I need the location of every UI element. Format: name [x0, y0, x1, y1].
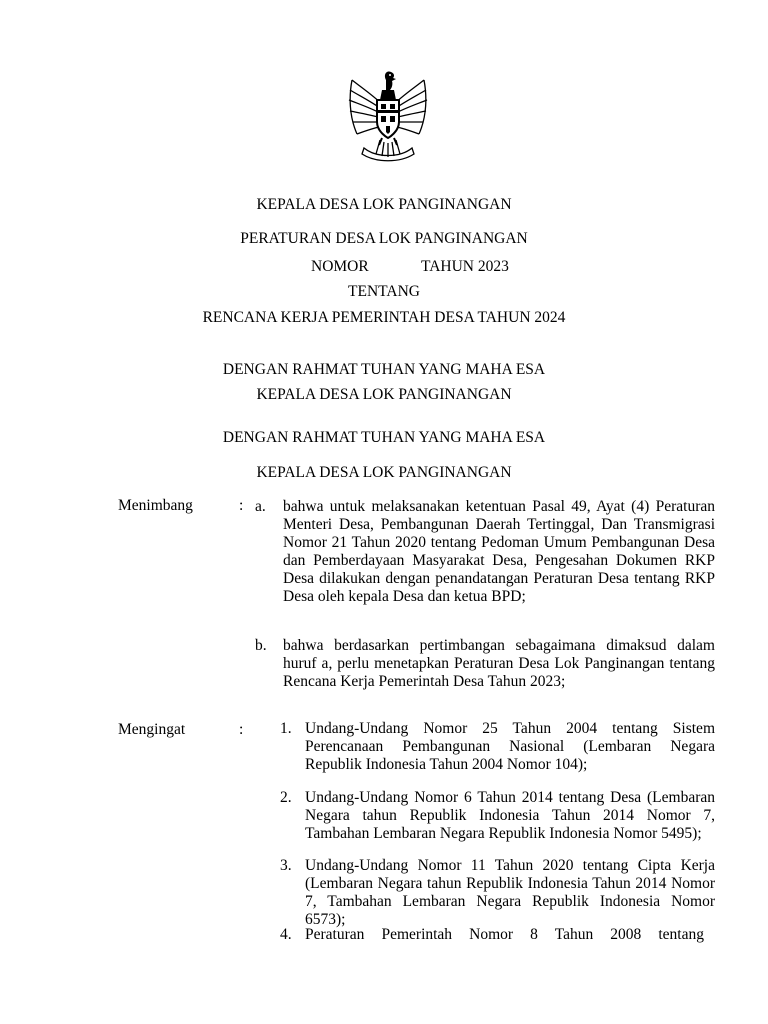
official-line-repeat: KEPALA DESA LOK PANGINANGAN [256, 464, 512, 481]
regulation-number-line [0, 257, 768, 277]
garuda-emblem-icon [346, 66, 430, 164]
menimbang-item-b: bahwa berdasarkan pertimbangan sebagaimana dimaksud dalam huruf a, perlu menetapkan Peraturan Desa Lok Panginangan tentang Rencana Kerja Pemerintah Desa Tahun 2023; [283, 637, 715, 690]
menimbang-item-a: bahwa untuk melaksanakan ketentuan Pasal 49, Ayat (4) Peraturan Menteri Desa, Pembangunan Daerah Tertinggal, Dan Transmigrasi Nomor 21 Tahun 2020 tentang Pedoman Umum Pembangunan Desa dan Pemberdayaan Masyarakat Desa, Pengesahan Dokumen RKP Desa dilakukan dengan penandatangan Peraturan Desa tentang RKP Desa oleh kepala Desa dan ketua BPD; [283, 498, 715, 605]
item-marker: 4. [280, 926, 292, 943]
item-marker: 1. [280, 720, 292, 737]
blessing-line: DENGAN RAHMAT TUHAN YANG MAHA ESA [222, 361, 546, 378]
menimbang-label: Menimbang [118, 497, 193, 514]
regulation-subject: RENCANA KERJA PEMERINTAH DESA TAHUN 2024 [202, 309, 566, 326]
mengingat-item-4: Peraturan Pemerintah Nomor 8 Tahun 2008 tentang [305, 926, 704, 943]
mengingat-item-2: Undang-Undang Nomor 6 Tahun 2014 tentang Desa (Lembaran Negara tahun Republik Indonesia Tahun 2014 Nomor 7, Tambahan Lembaran Negara Republik Indonesia Nomor 5495); [305, 789, 715, 842]
mengingat-item-3: Undang-Undang Nomor 11 Tahun 2020 tentang Cipta Kerja (Lembaran Negara tahun Republik Indonesia Tahun 2014 Nomor 7, Tambahan Lembaran Negara Republik Indonesia Nomor 6573); [305, 857, 715, 928]
mengingat-item-1: Undang-Undang Nomor 25 Tahun 2004 tentang Sistem Perencanaan Pembangunan Nasional (Lembaran Negara Republik Indonesia Tahun 2004 Nomor 104); [305, 720, 715, 773]
blessing-line-repeat: DENGAN RAHMAT TUHAN YANG MAHA ESA [222, 429, 546, 446]
tahun-label: TAHUN 2023 [421, 258, 509, 275]
regulation-title: PERATURAN DESA LOK PANGINANGAN [240, 230, 528, 247]
item-marker: 2. [280, 789, 292, 806]
tentang-heading: TENTANG [348, 283, 420, 300]
mengingat-colon: : [239, 721, 244, 738]
item-marker: b. [255, 637, 267, 654]
mengingat-label: Mengingat [118, 721, 186, 738]
official-title: KEPALA DESA LOK PANGINANGAN [256, 196, 512, 213]
menimbang-colon: : [239, 497, 244, 514]
official-line: KEPALA DESA LOK PANGINANGAN [256, 386, 512, 403]
item-marker: 3. [280, 857, 292, 874]
nomor-label: NOMOR [311, 258, 369, 275]
item-marker: a. [255, 498, 266, 515]
